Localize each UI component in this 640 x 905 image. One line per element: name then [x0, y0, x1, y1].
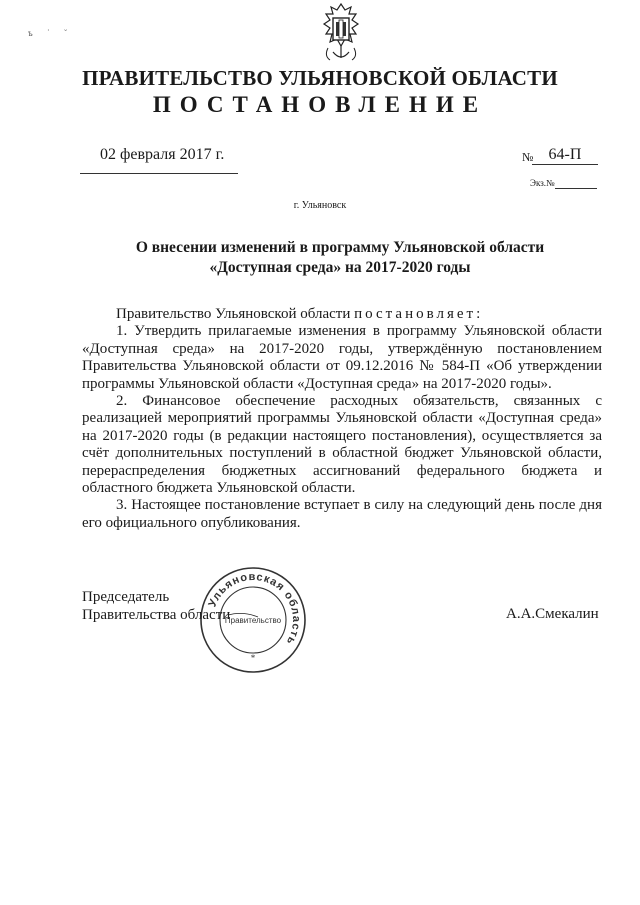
coat-of-arms-emblem	[318, 2, 364, 64]
document-number: 64-П	[532, 146, 598, 165]
intro-paragraph	[82, 306, 602, 323]
paragraph-2: 2. Финансовое обеспечение расходных обязательств, связанных с реализацией мероприятий программы Ульяновской области «Доступная среда» на 2017-2020 годы (в редакции настоящего постановления), осуществляется за счёт дополнительных поступлений в областной бюджет Ульяновской области, перераспределения бюджетных ассигнований федерального бюджета и областного бюджета Ульяновской области.	[82, 393, 602, 497]
city-label: г. Ульяновск	[293, 200, 347, 211]
document-date: 02 февраля 2017 г.	[100, 146, 225, 163]
paragraph-1: 1. Утвердить прилагаемые изменения в программу Ульяновской области «Доступная среда» на 2017-2020 годы, утверждённую постановлением Правительства Ульяновской области от 09.12.2016 № 584-П «Об утверждении программы Ульяновской области «Доступная среда» на 2017-2020 годы».	[82, 323, 602, 392]
subject-line-2: «Доступная среда» на 2017-2020 годы	[209, 259, 471, 276]
government-title: ПРАВИТЕЛЬСТВО УЛЬЯНОВСКОЙ ОБЛАСТИ	[82, 66, 558, 90]
signatory-name: А.А.Смекалин	[506, 606, 599, 622]
document-body	[82, 306, 602, 532]
svg-text:Ульяновская область: Ульяновская область	[206, 570, 303, 648]
copy-number-label: Экз.№	[530, 178, 555, 188]
copy-number-line	[555, 188, 597, 189]
scan-marks: ъ ˙ ˘	[28, 28, 74, 38]
signature-title-line-2: Правительства области	[82, 607, 231, 623]
intro-prefix: Правительство Ульяновской области	[116, 306, 355, 322]
paragraph-3: 3. Настоящее постановление вступает в силу на следующий день после дня его официального опубликования.	[82, 497, 602, 531]
number-sign: №	[522, 150, 534, 164]
subject-line-1: О внесении изменений в программу Ульяновской области	[135, 239, 545, 256]
svg-text:Правительство: Правительство	[224, 616, 282, 625]
official-seal-stamp	[198, 565, 308, 675]
document-type-title: ПОСТАНОВЛЕНИЕ	[152, 92, 488, 117]
intro-spaced-verb: постановляет:	[354, 306, 484, 322]
document-subject	[60, 238, 620, 278]
svg-text:*: *	[250, 653, 256, 663]
date-underline	[80, 173, 238, 174]
signature-title-line-1: Председатель	[82, 589, 170, 605]
